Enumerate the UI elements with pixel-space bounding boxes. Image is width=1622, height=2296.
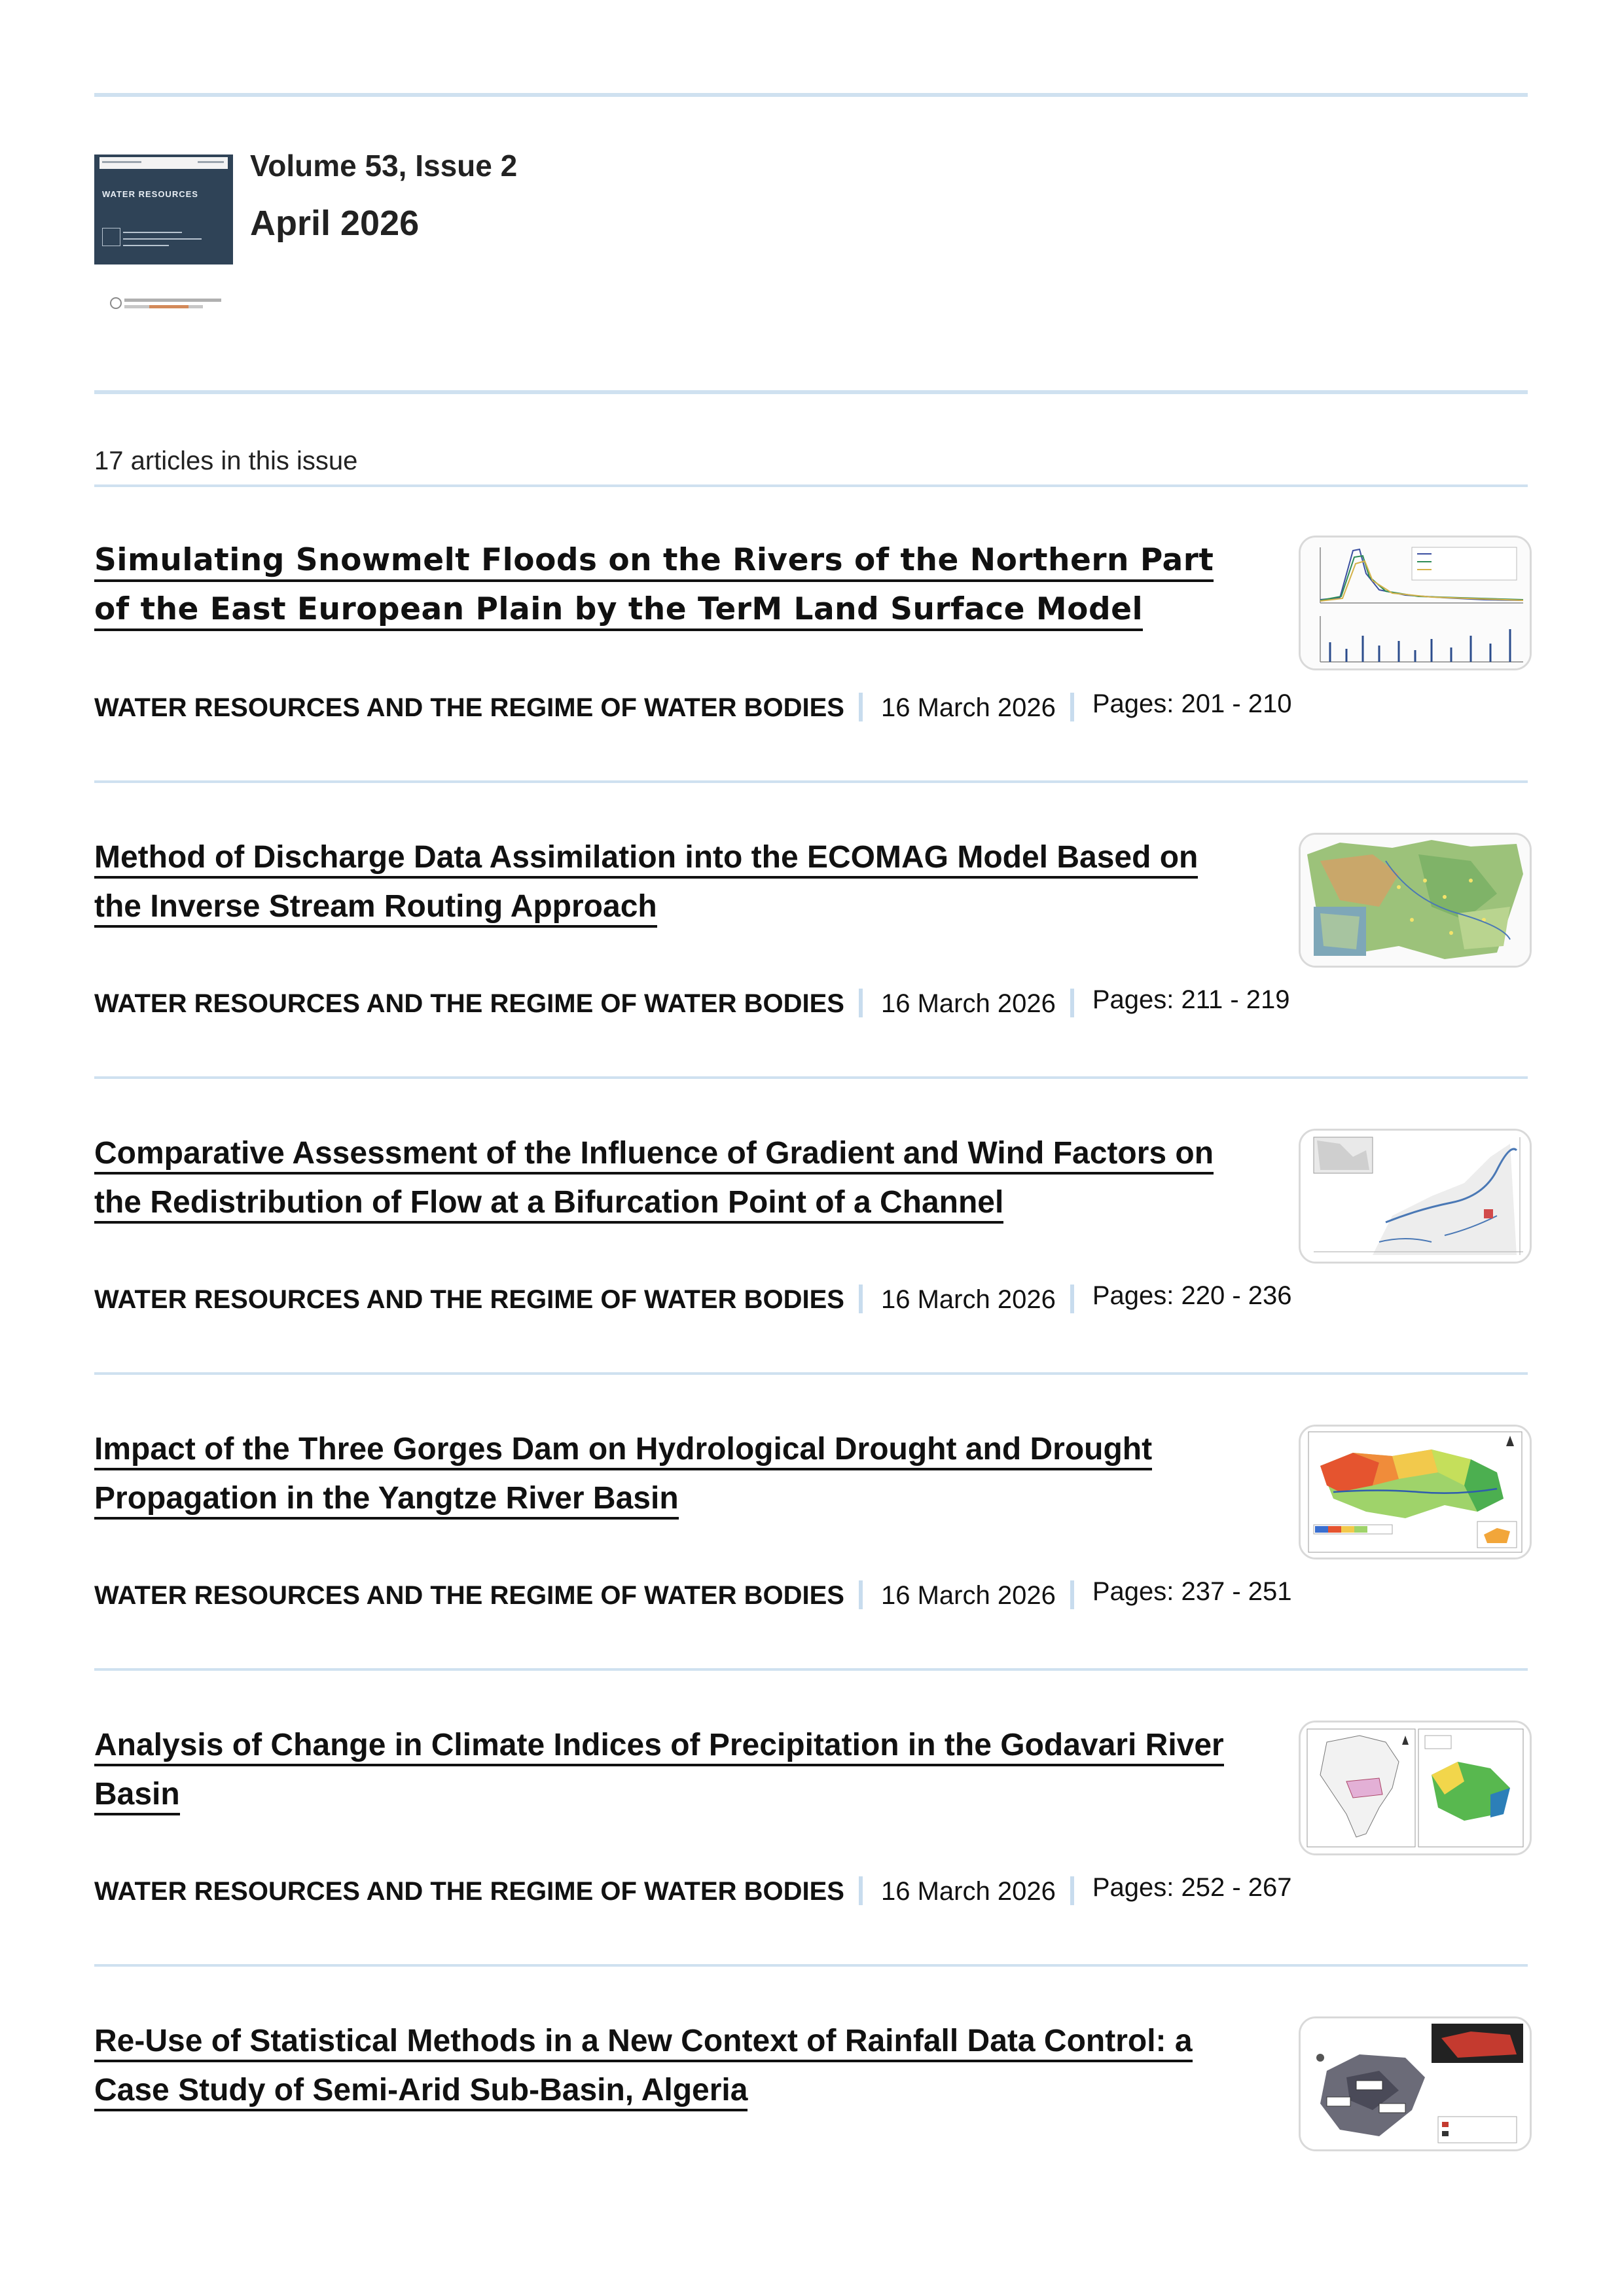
india-map-thumbnail-icon[interactable] (1299, 1721, 1532, 1855)
article-meta (94, 1873, 1292, 1906)
article-pages: Pages: 220 - 236 (1092, 1281, 1292, 1310)
article-section: WATER RESOURCES AND THE REGIME OF WATER BODIES (94, 693, 844, 722)
volume-issue: Volume 53, Issue 2 (250, 149, 518, 183)
article-divider (94, 1076, 1528, 1079)
article-pages: Pages: 237 - 251 (1092, 1577, 1292, 1606)
article-date: 16 March 2026 (880, 1877, 1056, 1906)
article-pages: Pages: 252 - 267 (1092, 1873, 1292, 1902)
article-meta (94, 1577, 1292, 1611)
basin-map-thumbnail-icon[interactable] (1299, 1425, 1532, 1559)
article-divider (94, 1964, 1528, 1967)
article-section: WATER RESOURCES AND THE REGIME OF WATER BODIES (94, 1285, 844, 1314)
article-meta (94, 689, 1292, 723)
article-title-link[interactable]: Re-Use of Statistical Methods in a New Context of Rainfall Data Control: a Case Study of Semi-Arid Sub-Basin, Algeria (94, 2016, 1233, 2115)
article-date: 16 March 2026 (880, 1581, 1056, 1610)
article-title-link[interactable]: Impact of the Three Gorges Dam on Hydrological Drought and Drought Propagation in the Yangtze River Basin (94, 1425, 1233, 1523)
article-title-link[interactable]: Simulating Snowmelt Floods on the Rivers of the Northern Part of the East European Plain by the TerM Land Surface Model (94, 536, 1233, 634)
issue-date: April 2026 (250, 204, 420, 243)
article-divider (94, 780, 1528, 783)
article-divider (94, 1668, 1528, 1671)
article-title-link[interactable]: Comparative Assessment of the Influence of Gradient and Wind Factors on the Redistribution of Flow at a Bifurcation Point of a Channel (94, 1129, 1233, 1227)
article-divider (94, 1372, 1528, 1375)
count-divider (94, 484, 1528, 487)
terrain-map-thumbnail-icon[interactable] (1299, 833, 1532, 968)
article-date: 16 March 2026 (880, 989, 1056, 1018)
line-chart-thumbnail-icon[interactable] (1299, 536, 1532, 670)
journal-cover-icon[interactable] (94, 155, 233, 331)
article-section: WATER RESOURCES AND THE REGIME OF WATER BODIES (94, 1581, 844, 1610)
article-section: WATER RESOURCES AND THE REGIME OF WATER BODIES (94, 989, 844, 1018)
header-divider (94, 390, 1528, 394)
article-meta (94, 1281, 1292, 1315)
article-count: 17 articles in this issue (94, 446, 358, 475)
article-date: 16 March 2026 (880, 693, 1056, 722)
top-divider (94, 93, 1528, 97)
cover-journal-name: WATER RESOURCES (102, 189, 198, 199)
article-date: 16 March 2026 (880, 1285, 1056, 1314)
article-title-link[interactable]: Analysis of Change in Climate Indices of Precipitation in the Godavari River Basin (94, 1721, 1233, 1819)
river-map-thumbnail-icon[interactable] (1299, 1129, 1532, 1264)
article-pages: Pages: 211 - 219 (1092, 985, 1290, 1014)
sub-basin-map-thumbnail-icon[interactable] (1299, 2016, 1532, 2151)
article-meta (94, 985, 1290, 1019)
article-title-link[interactable]: Method of Discharge Data Assimilation into the ECOMAG Model Based on the Inverse Stream Routing Approach (94, 833, 1233, 931)
article-section: WATER RESOURCES AND THE REGIME OF WATER BODIES (94, 1877, 844, 1906)
article-pages: Pages: 201 - 210 (1092, 689, 1292, 718)
